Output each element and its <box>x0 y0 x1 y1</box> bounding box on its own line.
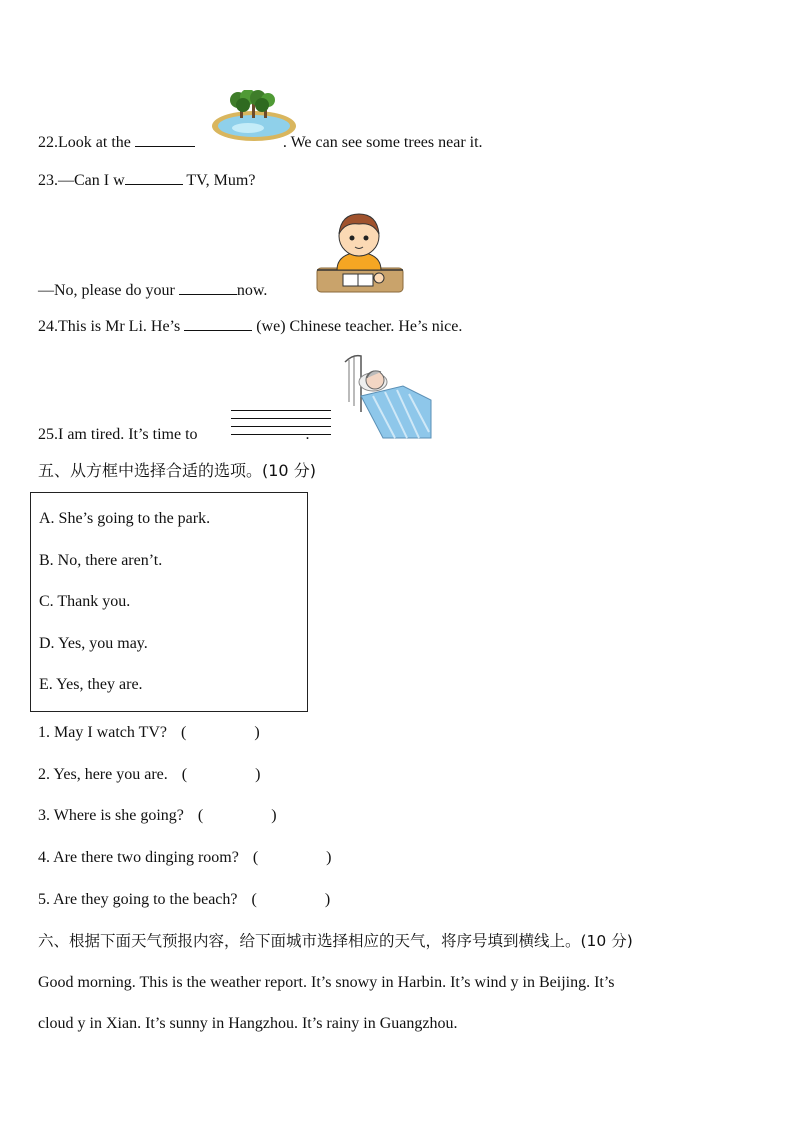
weather-report-line-1: Good morning. This is the weather report. It’s snowy in Harbin. It’s wind y in Beijing. It’s <box>38 974 615 991</box>
answer-blank[interactable] <box>179 280 237 295</box>
question-25: 25.I am tired. It’s time to . <box>38 426 310 443</box>
option-d: D. Yes, you may. <box>39 635 148 652</box>
option-a: A. She’s going to the park. <box>39 510 211 527</box>
question-22: 22.Look at the . We can see some trees near it. <box>38 134 483 151</box>
option-b: B. No, there aren’t. <box>39 552 163 569</box>
question-23-line1: 23.—Can I w TV, Mum? <box>38 172 256 189</box>
match-question-3: 3. Where is she going? ( ) <box>38 807 277 824</box>
answer-blank[interactable] <box>184 316 252 331</box>
answer-blank[interactable] <box>135 132 195 147</box>
weather-report-line-2: cloud y in Xian. It’s sunny in Hangzhou. It’s rainy in Guangzhou. <box>38 1015 458 1032</box>
question-24: 24.This is Mr Li. He’s (we) Chinese teacher. He’s nice. <box>38 318 463 335</box>
match-question-5: 5. Are they going to the beach? ( ) <box>38 891 331 908</box>
match-question-4: 4. Are there two dinging room? ( ) <box>38 849 332 866</box>
option-e: E. Yes, they are. <box>39 676 143 693</box>
section-6-title: 六、根据下面天气预报内容，给下面城市选择相应的天气，将序号填到横线上。(10 分) <box>38 932 633 950</box>
question-23-line2: —No, please do your now. <box>38 282 268 299</box>
boy-homework-picture <box>315 206 405 296</box>
option-c: C. Thank you. <box>39 593 131 610</box>
girl-sleeping-picture <box>343 352 433 440</box>
answer-blank[interactable] <box>125 170 183 185</box>
section-5-title: 五、从方框中选择合适的选项。(10 分) <box>38 461 316 480</box>
match-question-1: 1. May I watch TV? ( ) <box>38 724 260 741</box>
options-box <box>30 492 308 712</box>
match-question-2: 2. Yes, here you are. ( ) <box>38 766 261 783</box>
